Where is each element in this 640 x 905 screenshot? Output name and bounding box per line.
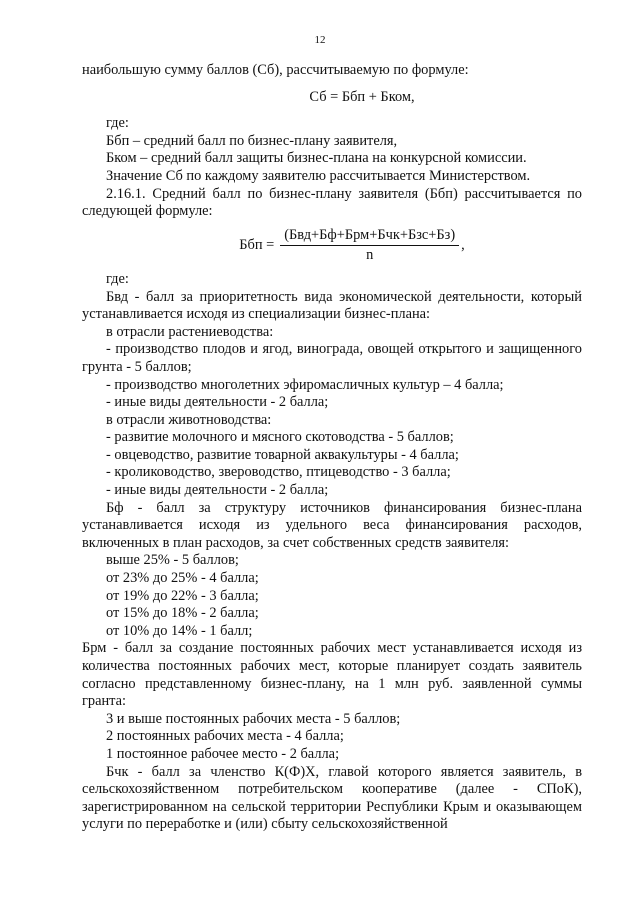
bf-item-2: от 23% до 25% - 4 балла;: [106, 570, 259, 587]
livestock-item-2: - овцеводство, развитие товарной аквакультуры - 4 балла;: [106, 446, 459, 463]
bf-item-3: от 19% до 22% - 3 балла;: [106, 587, 259, 604]
brm-item-3: 1 постоянное рабочее место - 2 балла;: [106, 745, 340, 762]
bf-definition: Бф - балл за структуру источников финансирования бизнес-плана устанавливается исходя из удельного веса финансирования расходов, включенных в план расходов, за счет собственных средств заявителя:: [82, 499, 582, 551]
brm-definition: Брм - балл за создание постоянных рабочих мест устанавливается исходя из количества постоянных рабочих мест, которые планирует создать заявитель согласно представленному бизнес-плану, на 1 млн руб. заявленной суммы гранта:: [82, 640, 582, 710]
paragraph-2-16-1: 2.16.1. Средний балл по бизнес-плану заявителя (Ббп) рассчитывается по следующей формуле:: [82, 185, 582, 220]
where-label-2: где:: [106, 270, 129, 287]
formula-bbp-numerator: (Бвд+Бф+Брм+Бчк+Бзс+Бз): [280, 227, 459, 247]
crop-heading: в отрасли растениеводства:: [106, 323, 274, 340]
formula-bbp-lhs: Ббп =: [239, 237, 275, 254]
formula-bbp: [82, 227, 582, 265]
sb-value-note: Значение Сб по каждому заявителю рассчитывается Министерством.: [106, 167, 531, 184]
document-body: [82, 62, 582, 834]
livestock-item-4: - иные виды деятельности - 2 балла;: [106, 482, 329, 499]
formula-bbp-fraction: [280, 227, 459, 265]
crop-item-1: - производство плодов и ягод, винограда, овощей открытого и защищенного грунта - 5 баллов;: [82, 341, 582, 375]
bchk-definition: Бчк - балл за членство К(Ф)Х, главой которого является заявитель, в сельскохозяйственном потребительском кооперативе (далее - СПоК), зарегистрированном на сельской территории Республики Крым и оказывающем услуги по переработке и (или) сбыту сельскохозяйственной: [82, 763, 582, 833]
formula-bbp-denominator: n: [366, 247, 374, 264]
crop-item-3: - иные виды деятельности - 2 балла;: [106, 394, 329, 411]
formula-bbp-comma: ,: [461, 237, 465, 254]
bf-item-5: от 10% до 14% - 1 балл;: [106, 622, 253, 639]
livestock-item-1: - развитие молочного и мясного скотоводства - 5 баллов;: [106, 429, 454, 446]
bf-item-4: от 15% до 18% - 2 балла;: [106, 605, 259, 622]
bkom-definition: Бком – средний балл защиты бизнес-плана на конкурсной комиссии.: [106, 150, 527, 167]
brm-item-1: 3 и выше постоянных рабочих места - 5 баллов;: [106, 710, 401, 727]
crop-item-2: - производство многолетних эфиромасличных культур – 4 балла;: [106, 376, 504, 393]
bf-item-1: выше 25% - 5 баллов;: [106, 552, 239, 569]
bbp-definition: Ббп – средний балл по бизнес-плану заявителя,: [106, 132, 398, 149]
livestock-heading: в отрасли животноводства:: [106, 411, 272, 428]
livestock-item-3: - кролиководство, звероводство, птицеводство - 3 балла;: [106, 464, 451, 481]
where-label-1: где:: [106, 115, 129, 132]
page-number: 12: [314, 34, 326, 46]
brm-item-2: 2 постоянных рабочих места - 4 балла;: [106, 728, 344, 745]
formula-sb: Сб = Ббп + Бком,: [309, 88, 415, 105]
intro-line: наибольшую сумму баллов (Сб), рассчитываемую по формуле:: [82, 62, 469, 78]
bvd-definition: Бвд - балл за приоритетность вида экономической деятельности, который устанавливается исходя из специализации бизнес-плана:: [82, 288, 582, 323]
